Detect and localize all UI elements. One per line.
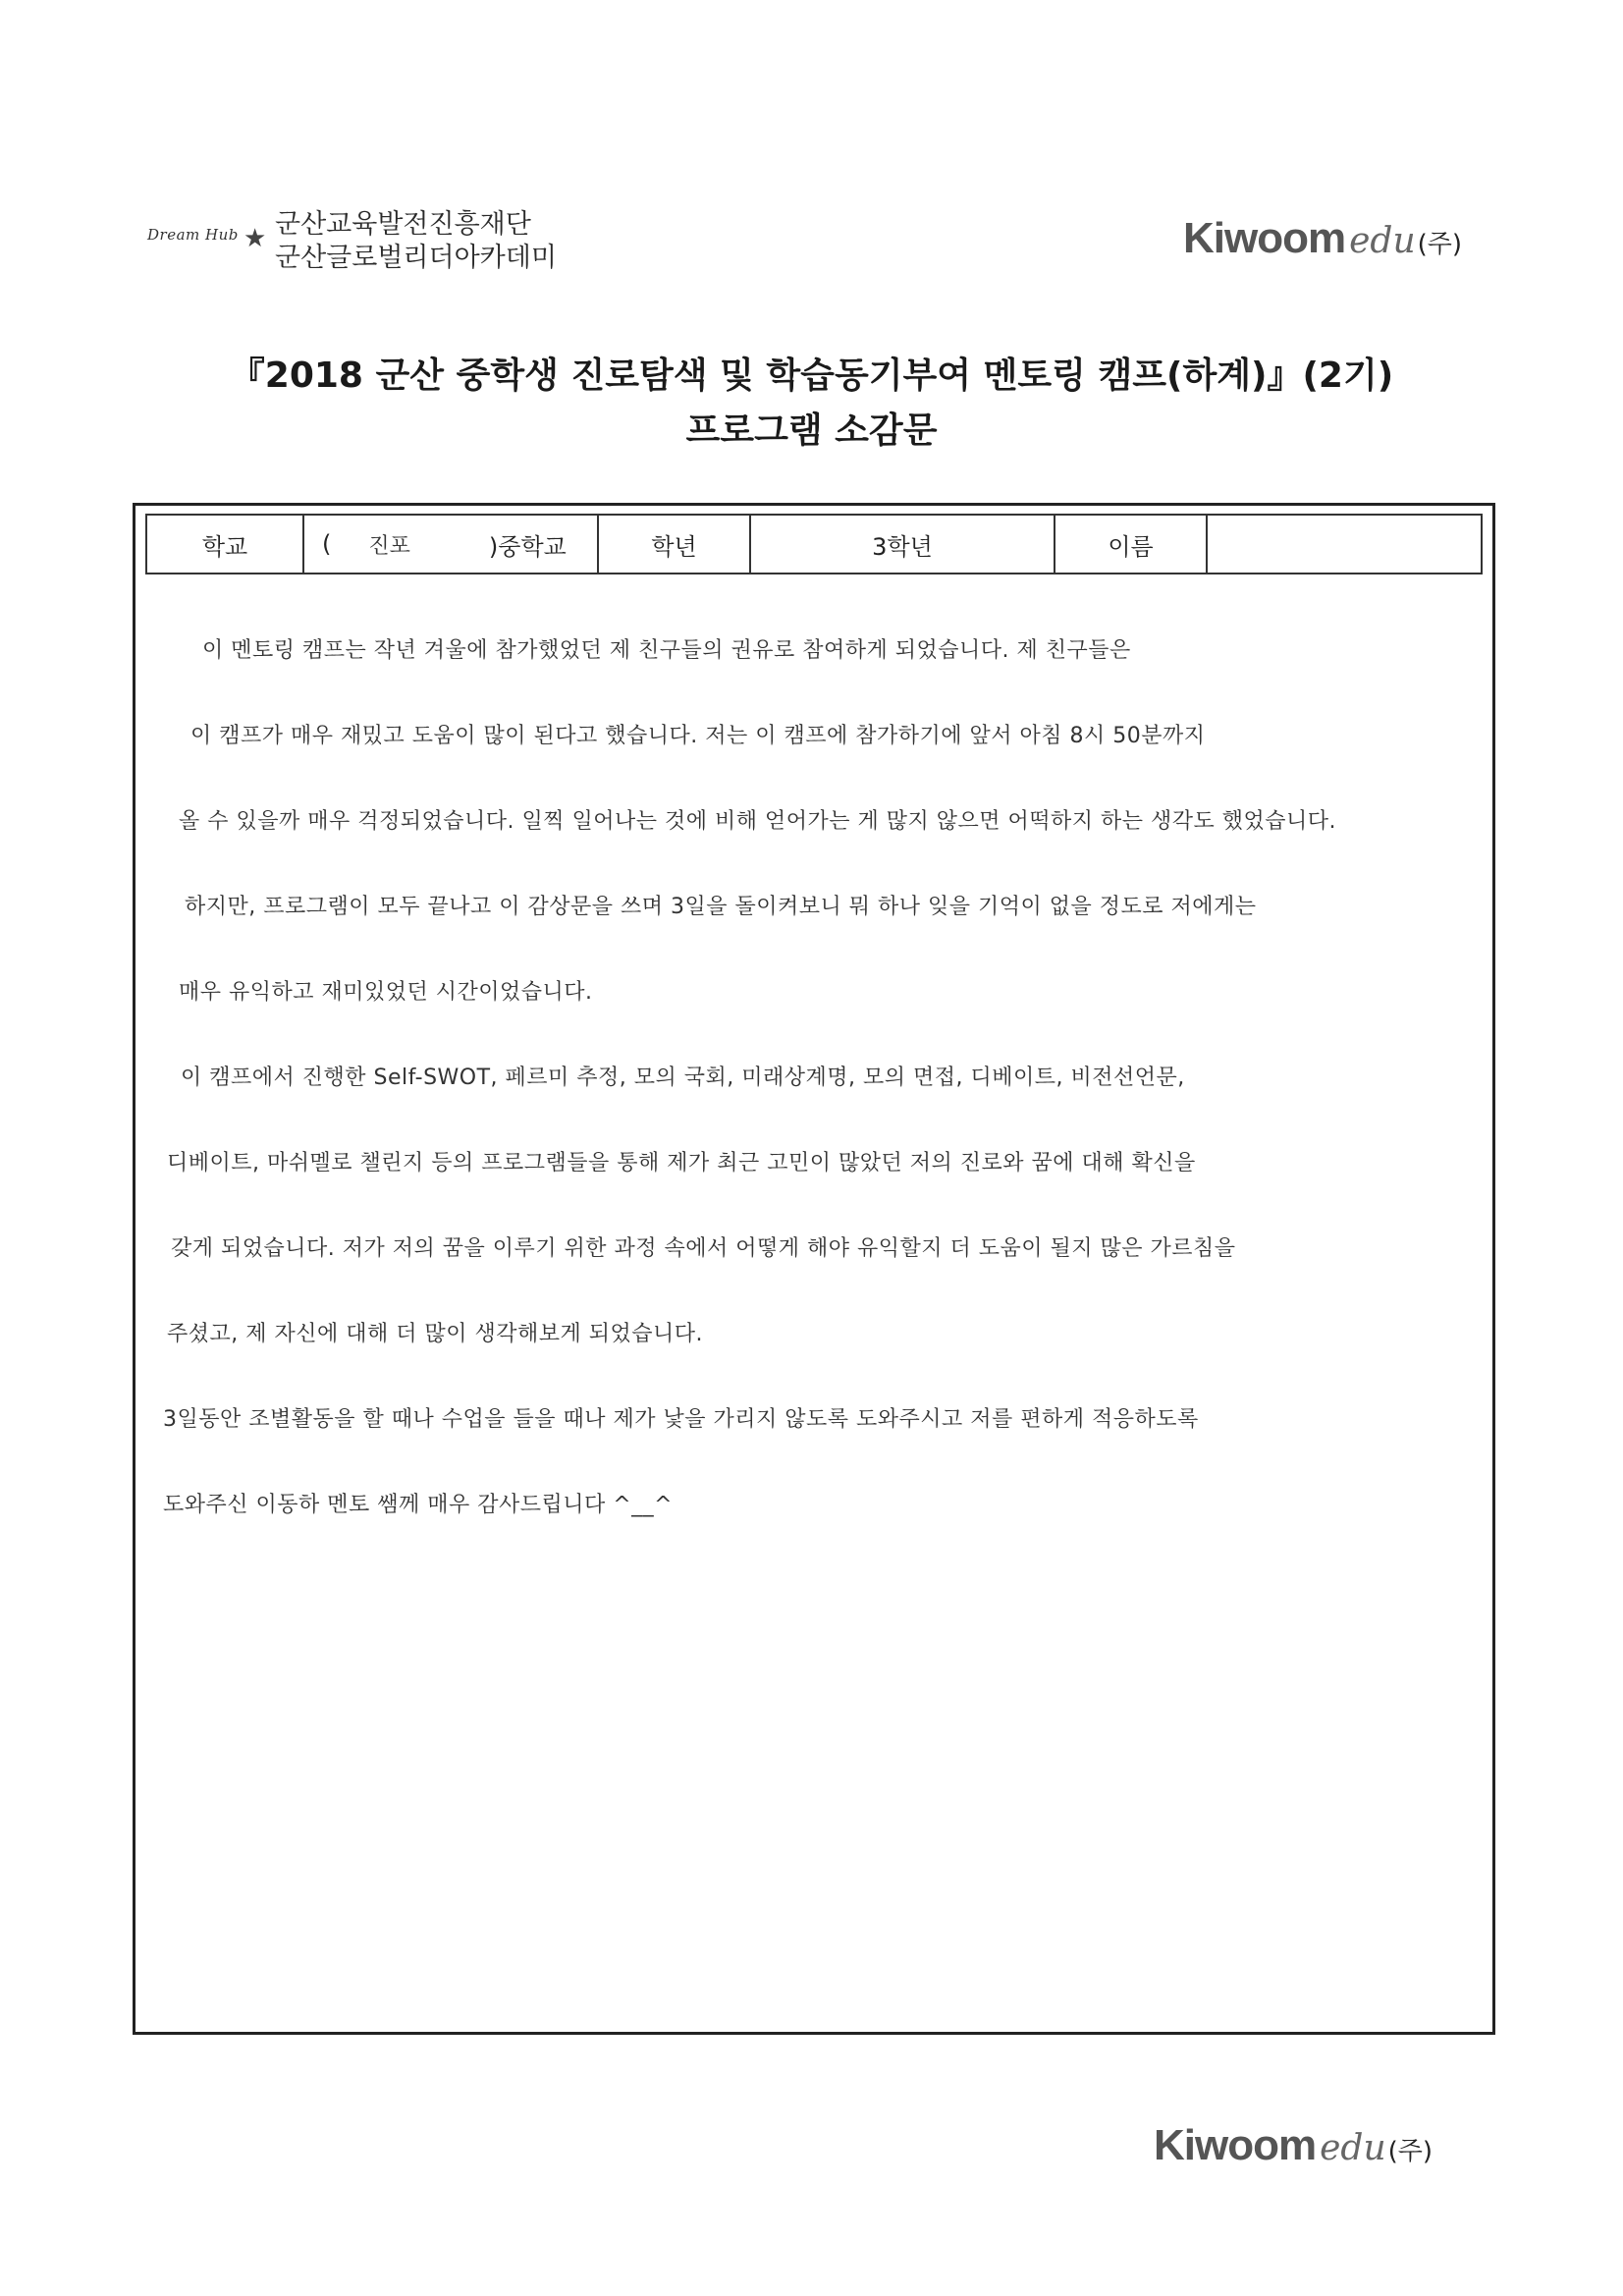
- essay-line: 이 캠프에서 진행한 Self-SWOT, 페르미 추정, 모의 국회, 미래상계명, 모의 면접, 디베이트, 비전선언문,: [181, 1066, 1185, 1090]
- name-label: 이름: [1055, 516, 1208, 573]
- name-value: [1208, 516, 1481, 573]
- essay-line: 이 멘토링 캠프는 작년 겨울에 참가했었던 제 친구들의 권유로 참여하게 되었습니다. 제 친구들은: [202, 638, 1131, 663]
- foundation-name-line2: 군산글로벌리더아카데미: [275, 243, 557, 273]
- foundation-name-line1: 군산교육발전진흥재단: [275, 209, 531, 240]
- school-suffix: )중학교: [488, 532, 567, 561]
- company-suffix: (주): [1387, 2137, 1434, 2166]
- title-line1: 『2018 군산 중학생 진로탐색 및 학습동기부여 멘토링 캠프(하계)』(2기): [229, 355, 1394, 396]
- title-line2: 프로그램 소감문: [685, 410, 938, 451]
- kiwoom-edu-logo: [1183, 214, 1462, 273]
- edu-wordmark: edu: [1320, 2128, 1386, 2168]
- star-icon: ★: [243, 224, 267, 253]
- school-field: [304, 516, 599, 573]
- essay-line: 도와주신 이동하 멘토 쌤께 매우 감사드립니다 ^__^: [163, 1493, 674, 1517]
- kiwoom-wordmark: Kiwoom: [1183, 214, 1346, 262]
- company-suffix: (주): [1417, 230, 1463, 259]
- foundation-logo: [147, 208, 560, 287]
- grade-value: 3학년: [751, 516, 1055, 573]
- essay-line: 매우 유익하고 재미있었던 시간이었습니다.: [179, 980, 593, 1005]
- dream-hub-mark: Dream Hub: [147, 226, 239, 244]
- document-title: [0, 349, 1623, 459]
- grade-label: 학년: [599, 516, 751, 573]
- essay-line: 디베이트, 마쉬멜로 챌린지 등의 프로그램들을 통해 제가 최근 고민이 많았던 저의 진로와 꿈에 대해 확신을: [167, 1151, 1196, 1175]
- essay-form: [133, 503, 1495, 2035]
- essay-body: [163, 631, 1469, 1571]
- edu-wordmark: edu: [1349, 221, 1416, 261]
- essay-line: 3일동안 조별활동을 할 때나 수업을 들을 때나 제가 낯을 가리지 않도록 도와주시고 저를 편하게 적응하도록: [163, 1407, 1199, 1432]
- kiwoom-wordmark: Kiwoom: [1154, 2121, 1317, 2169]
- school-open-paren: (: [322, 530, 332, 558]
- essay-line: 주셨고, 제 자신에 대해 더 많이 생각해보게 되었습니다.: [167, 1322, 703, 1346]
- essay-line: 갖게 되었습니다. 저가 저의 꿈을 이루기 위한 과정 속에서 어떻게 해야 유익할지 더 도움이 될지 많은 가르침을: [171, 1236, 1236, 1261]
- foundation-name: [275, 208, 557, 275]
- essay-line: 하지만, 프로그램이 모두 끝나고 이 감상문을 쓰며 3일을 돌이켜보니 뭐 하나 잊을 기억이 없을 정도로 저에게는: [185, 895, 1257, 919]
- footer-kiwoom-edu-logo: [1154, 2121, 1433, 2180]
- essay-line: 올 수 있을까 매우 걱정되었습니다. 일찍 일어나는 것에 비해 얻어가는 게 많지 않으면 어떡하지 하는 생각도 했었습니다.: [179, 809, 1336, 834]
- school-value: 진포: [368, 533, 410, 559]
- essay-line: 이 캠프가 매우 재밌고 도움이 많이 된다고 했습니다. 저는 이 캠프에 참가하기에 앞서 아침 8시 50분까지: [190, 724, 1206, 748]
- school-label: 학교: [147, 516, 304, 573]
- student-info-row: [145, 514, 1483, 574]
